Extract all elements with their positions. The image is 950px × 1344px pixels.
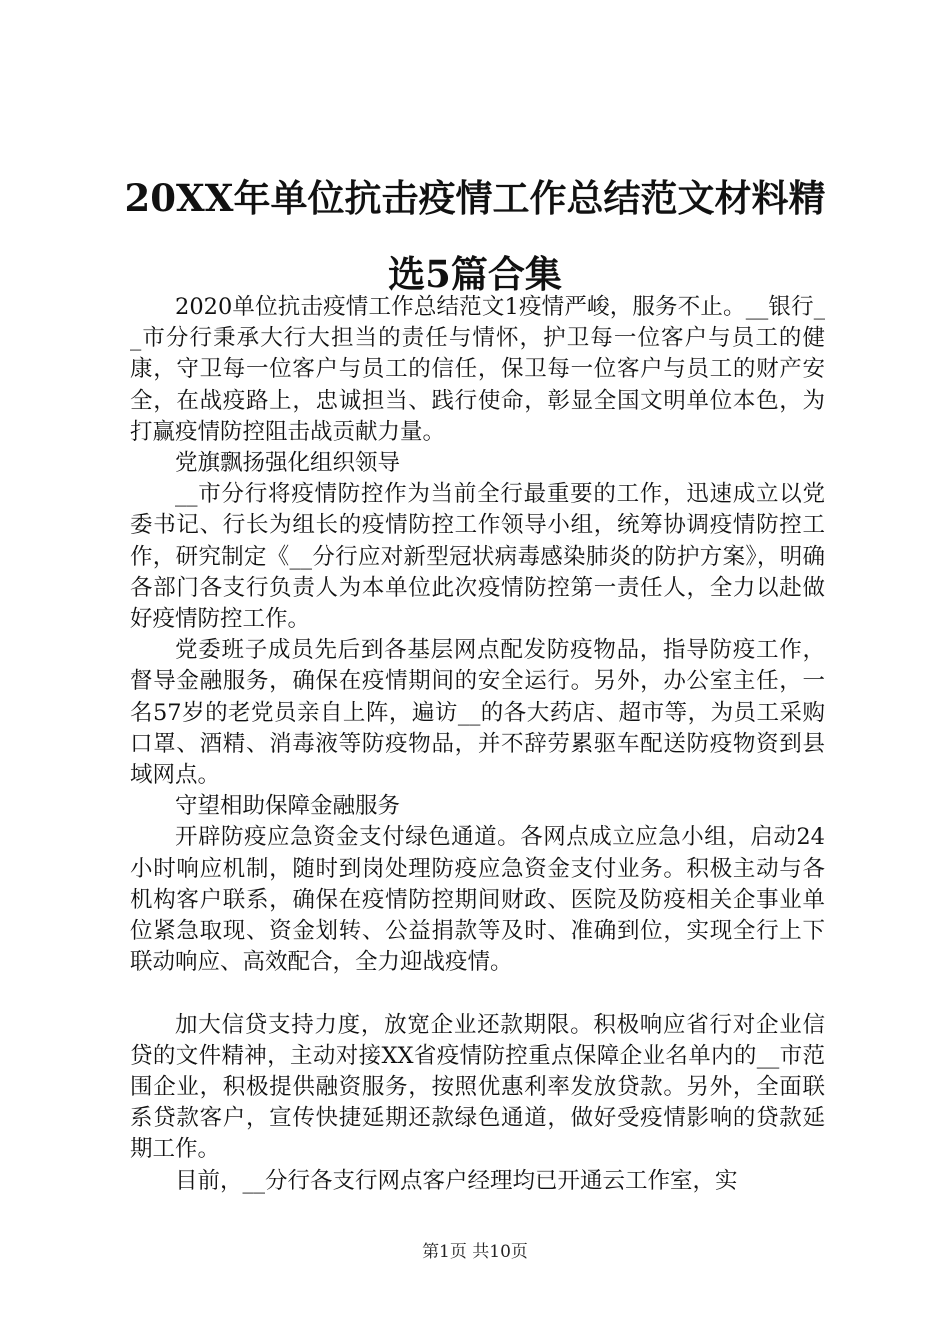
section-heading: 党旗飘扬强化组织领导 [175, 450, 401, 477]
paragraph: 党委班子成员先后到各基层网点配发防疫物品，指导防疫工作，督导金融服务，确保在疫情期间的安全运行。另外，办公室主任，一名57岁的老党员亲自上阵，遍访__的各大药店、超市等，为员工采购口罩、酒精、消毒液等防疫物品，并不辞劳累驱车配送防疫物资到县域网点。 [130, 637, 825, 789]
section-heading: 守望相助保障金融服务 [175, 793, 401, 820]
paragraph: 开辟防疫应急资金支付绿色通道。各网点成立应急小组，启动24小时响应机制，随时到岗处理防疫应急资金支付业务。积极主动与各机构客户联系，确保在疫情防控期间财政、医院及防疫相关企事业单位紧急取现、资金划转、公益捐款等及时、准确到位，实现全行上下联动响应、高效配合，全力迎战疫情。 [130, 824, 825, 976]
document-title: 20XX年单位抗击疫情工作总结范文材料精选5篇合集 [124, 176, 826, 296]
paragraph: 加大信贷支持力度，放宽企业还款期限。积极响应省行对企业信贷的文件精神，主动对接XX省疫情防控重点保障企业名单内的__市范围企业，积极提供融资服务，按照优惠利率发放贷款。另外，全面联系贷款客户，宣传快捷延期还款绿色通道，做好受疫情影响的贷款延期工作。 [130, 1011, 825, 1163]
paragraph: 目前，__分行各支行网点客户经理均已开通云工作室，实 [175, 1167, 738, 1194]
document-body [130, 292, 825, 1197]
page-number-footer: 第1页 共10页 [422, 1242, 528, 1262]
paragraph: __市分行将疫情防控作为当前全行最重要的工作，迅速成立以党委书记、行长为组长的疫情防控工作领导小组，统筹协调疫情防控工作，研究制定《__分行应对新型冠状病毒感染肺炎的防护方案》，明确各部门各支行负责人为本单位此次疫情防控第一责任人，全力以赴做好疫情防控工作。 [130, 481, 825, 633]
paragraph: 2020单位抗击疫情工作总结范文1疫情严峻，服务不止。__银行__市分行秉承大行大担当的责任与情怀，护卫每一位客户与员工的健康，守卫每一位客户与员工的信任，保卫每一位客户与员工的财产安全，在战疫路上，忠诚担当、践行使命，彰显全国文明单位本色，为打赢疫情防控阻击战贡献力量。 [130, 294, 825, 445]
